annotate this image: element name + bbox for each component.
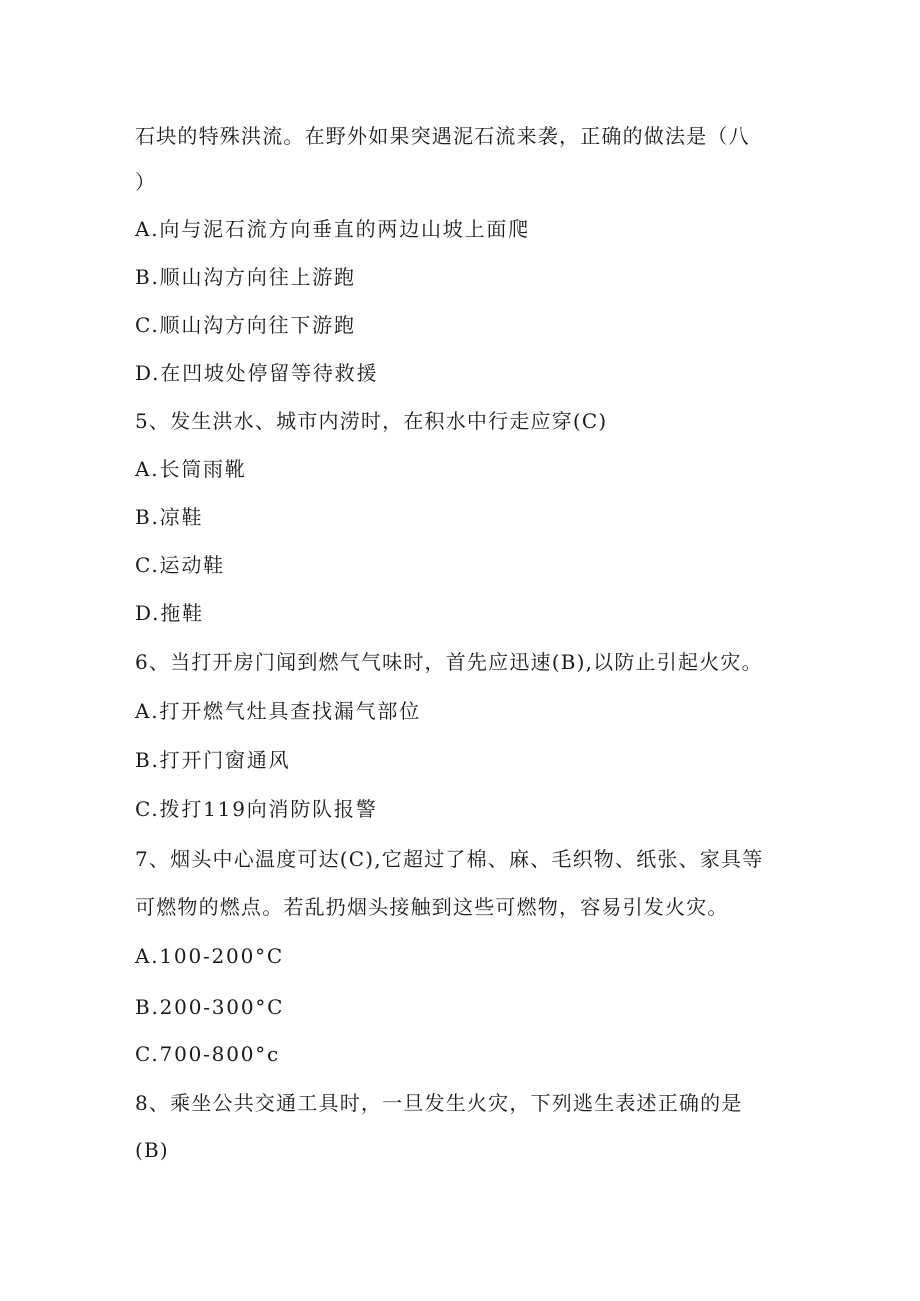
text-line: ） <box>135 170 157 194</box>
option-line: C.运动鞋 <box>135 553 225 577</box>
option-line: A.向与泥石流方向垂直的两边山坡上面爬 <box>135 217 531 241</box>
option-line: B.顺山沟方向往上游跑 <box>135 265 356 289</box>
question-line: 8、乘坐公共交通工具时，一旦发生火灾，下列逃生表述正确的是 <box>135 1091 743 1115</box>
text-line: 可燃物的燃点。若乱扔烟头接触到这些可燃物，容易引发火灾。 <box>135 895 729 919</box>
option-line: A.100-200°C <box>135 944 285 968</box>
option-line: B.200-300°C <box>135 995 285 1019</box>
option-line: D.拖鞋 <box>135 601 204 625</box>
question-line: 7、烟头中心温度可达(C),它超过了棉、麻、毛织物、纸张、家具等 <box>135 847 764 871</box>
option-line: D.在凹坡处停留等待救援 <box>135 361 379 385</box>
option-line: C.顺山沟方向往下游跑 <box>135 313 356 337</box>
option-line: C.拨打119向消防队报警 <box>135 797 378 821</box>
question-line: 6、当打开房门闻到燃气气味时，首先应迅速(B),以防止引起火灾。 <box>135 650 763 674</box>
option-line: A.长筒雨靴 <box>135 457 247 481</box>
text-line: (B) <box>135 1138 169 1162</box>
question-line: 5、发生洪水、城市内涝时，在积水中行走应穿(C) <box>135 409 608 433</box>
option-line: A.打开燃气灶具查找漏气部位 <box>135 699 422 723</box>
option-line: B.凉鞋 <box>135 505 204 529</box>
option-line: B.打开门窗通风 <box>135 748 291 772</box>
option-line: C.700-800°c <box>135 1042 281 1066</box>
text-line: 石块的特殊洪流。在野外如果突遇泥石流来袭，正确的做法是（八 <box>135 124 750 148</box>
